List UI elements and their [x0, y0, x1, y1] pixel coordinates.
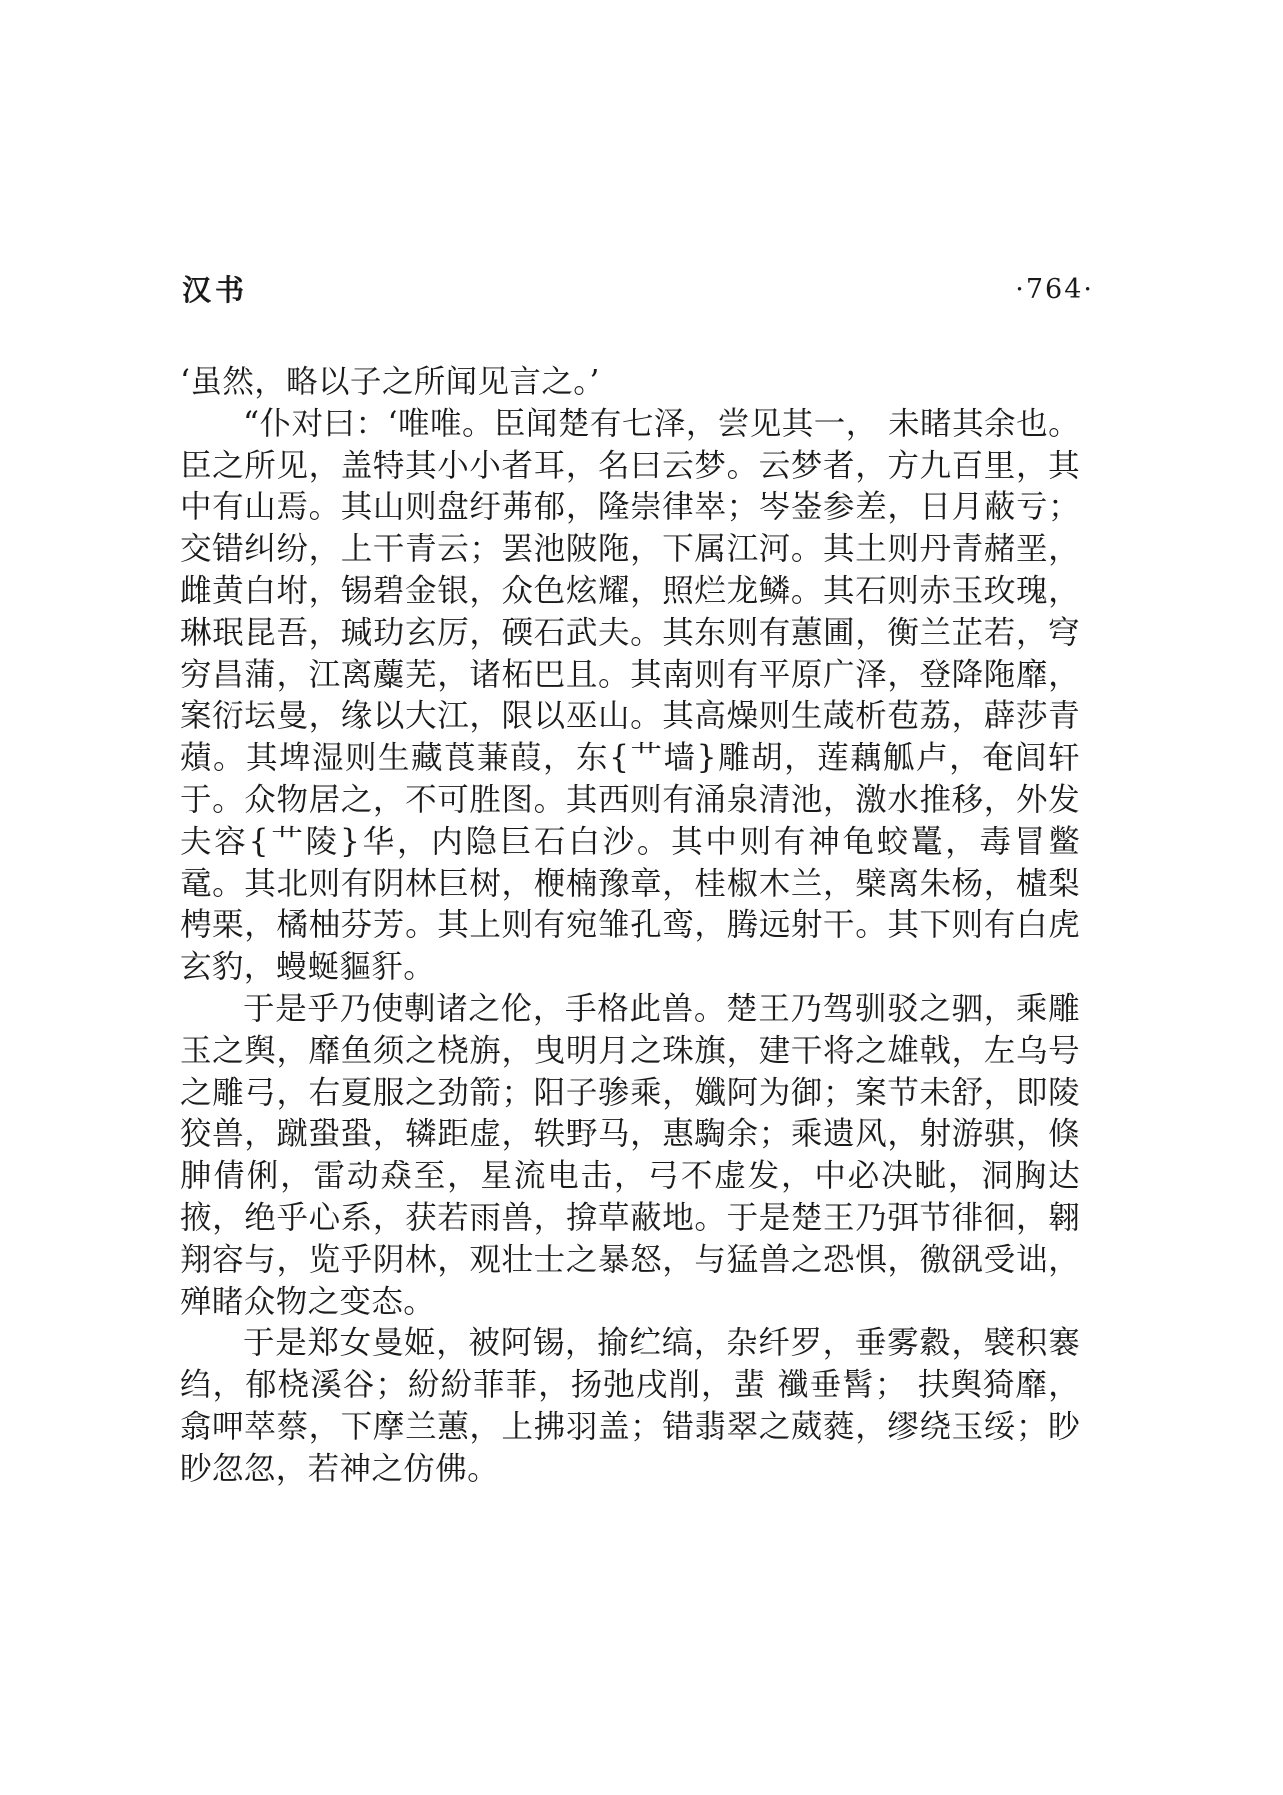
paragraph: ‘虽然，略以子之所闻见言之。’ — [180, 364, 600, 400]
page-header — [182, 268, 1094, 312]
paragraph: 于是郑女曼姬，被阿锡，揄纻缟，杂纤罗，垂雾縠，襞积褰绉，郁桡溪谷；紛紛菲菲，扬弛戌削，蜚 襳垂髾； 扶舆猗靡，翕呷萃蔡，下摩兰蕙，上拂羽盖；错翡翠之葳蕤，缪绕玉绥；眇眇忽忽，若神之仿佛。 — [180, 1325, 1080, 1487]
page-number: ·764· — [1015, 274, 1094, 305]
body-text — [180, 362, 1080, 1491]
book-title: 汉书 — [182, 273, 249, 307]
paragraph: “仆对曰：‘唯唯。臣闻楚有七泽，尝见其一， 未睹其余也。臣之所见，盖特其小小者耳，名曰云梦。云梦者，方九百里，其中有山焉。其山则盘纡茀郁，隆崇律崒；岑崟参差，日月蔽亏；交错纠纷，上干青云；罢池陂陁，下属江河。其土则丹青赭垩，雌黄白坿，锡碧金银，众色炫耀，照烂龙鳞。其石则赤玉玫瑰，琳珉昆吾，瑊玏玄厉，碝石武夫。其东则有蕙圃，衡兰芷若，穹穷昌蒲，江离蘪芜，诸柘巴且。其南则有平原广泽，登降陁靡，案衍坛曼，缘以大江，限以巫山。其高燥则生葴析苞荔，薜莎青薠。其埤湿则生藏莨蒹葭，东{艹墙}雕胡，莲藕觚卢，奄闾轩于。众物居之，不可胜图。其西则有涌泉清池，激水推移，外发夫容{艹陵}华，内隐巨石白沙。其中则有神龟蛟鼍，毒冒鳖鼋。其北则有阴林巨树，楩楠豫章，桂椒木兰，檗离朱杨，樝梨梬栗，橘柚芬芳。其上则有宛雏孔鸾，腾远射干。其下则有白虎玄豹，蟃蜒貙豻。 — [180, 405, 1080, 986]
paragraph: 于是乎乃使剸诸之伦，手格此兽。楚王乃驾驯驳之驷，乘雕玉之舆，靡鱼须之桡旃，曳明月之珠旗，建干将之雄戟，左乌号之雕弓，右夏服之劲箭；阳子骖乘，孅阿为御；案节未舒，即陵狡兽，蹴蛩蛩，辚距虚，轶野马，惠騊余；乘遗风，射游骐，倏胂倩俐，雷动猋至，星流电击，弓不虚发，中必决眦，洞胸达掖，绝乎心系，获若雨兽，揜草蔽地。于是楚王乃弭节徘徊，翱翔容与，览乎阴林，观壮士之暴怒，与猛兽之恐惧，徼谻受诎，殚睹众物之变态。 — [180, 990, 1080, 1320]
